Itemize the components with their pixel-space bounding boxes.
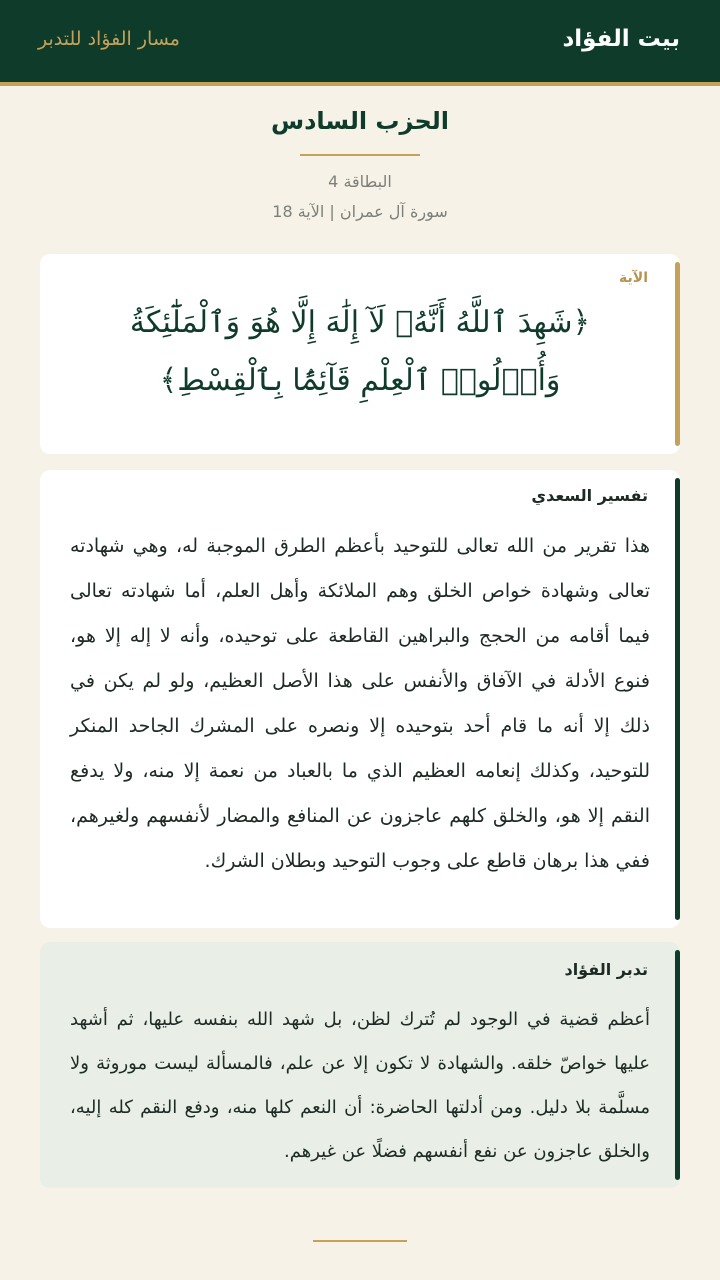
card-header <box>0 104 720 224</box>
ayah-card <box>40 254 680 454</box>
app-brand-title[interactable]: بيت الفؤاد <box>562 26 680 52</box>
card-number: البطاقة 4 <box>328 172 392 191</box>
tafsir-label: تفسير السعدي <box>531 486 648 505</box>
surah-ayah-reference: سورة آل عمران | الآية 18 <box>272 202 448 221</box>
app-tagline: مسار الفؤاد للتدبر <box>38 28 180 50</box>
top-app-bar <box>0 0 720 86</box>
tadabbur-text: أعظم قضية في الوجود لم تُترك لظن، بل شهد الله بنفسه عليها، ثم أشهد عليها خواصّ خلقه. والشهادة لا تكون إلا عن علم، فالمسألة ليست موروثة ولا مسلَّمة بلا دليل. ومن أدلتها الحاضرة: أن النعم كلها منه، ودفع النقم كله إليه، والخلق عاجزون عن نفع أنفسهم فضلًا عن غيرهم. <box>70 1009 650 1162</box>
tadabbur-label: تدبر الفؤاد <box>564 960 648 979</box>
hizb-title: الحزب السادس <box>270 107 450 135</box>
tadabbur-card <box>40 942 680 1188</box>
tafsir-card <box>40 470 680 928</box>
tadabbur-accent-bar <box>675 950 680 1180</box>
ayah-accent-bar <box>675 262 680 446</box>
bottom-divider <box>313 1240 407 1242</box>
tafsir-accent-bar <box>675 478 680 920</box>
title-divider <box>300 154 420 156</box>
ayah-text: ﴿شَهِدَ ٱللَّهُ أَنَّهُۥ لَآ إِلَٰهَ إِلَّا هُوَ وَٱلْمَلَٰٓئِكَةُ وَأُو۟لُوا۟ ٱلْعِلْمِ قَآئِمًۢا بِٱلْقِسْطِ﴾ <box>129 305 591 398</box>
ayah-label: الآية <box>619 270 648 286</box>
tafsir-text: هذا تقرير من الله تعالى للتوحيد بأعظم الطرق الموجبة له، وهي شهادته تعالى وشهادة خواص الخلق وهم الملائكة وأهل العلم، أما شهادته تعالى فيما أقامه من الحجج والبراهين القاطعة على توحيده، وأنه لا إله إلا هو، فنوع الأدلة في الآفاق والأنفس على هذا الأصل العظيم، ولو لم يكن في ذلك إلا أنه ما قام أحد بتوحيده إلا ونصره على المشرك الجاحد المنكر للتوحيد، وكذلك إنعامه العظيم الذي ما بالعباد من نعمة إلا منه، ولا يدفع النقم إلا هو، والخلق كلهم عاجزون عن المنافع والمضار لأنفسهم ولغيرهم، ففي هذا برهان قاطع على وجوب التوحيد وبطلان الشرك. <box>70 535 650 872</box>
